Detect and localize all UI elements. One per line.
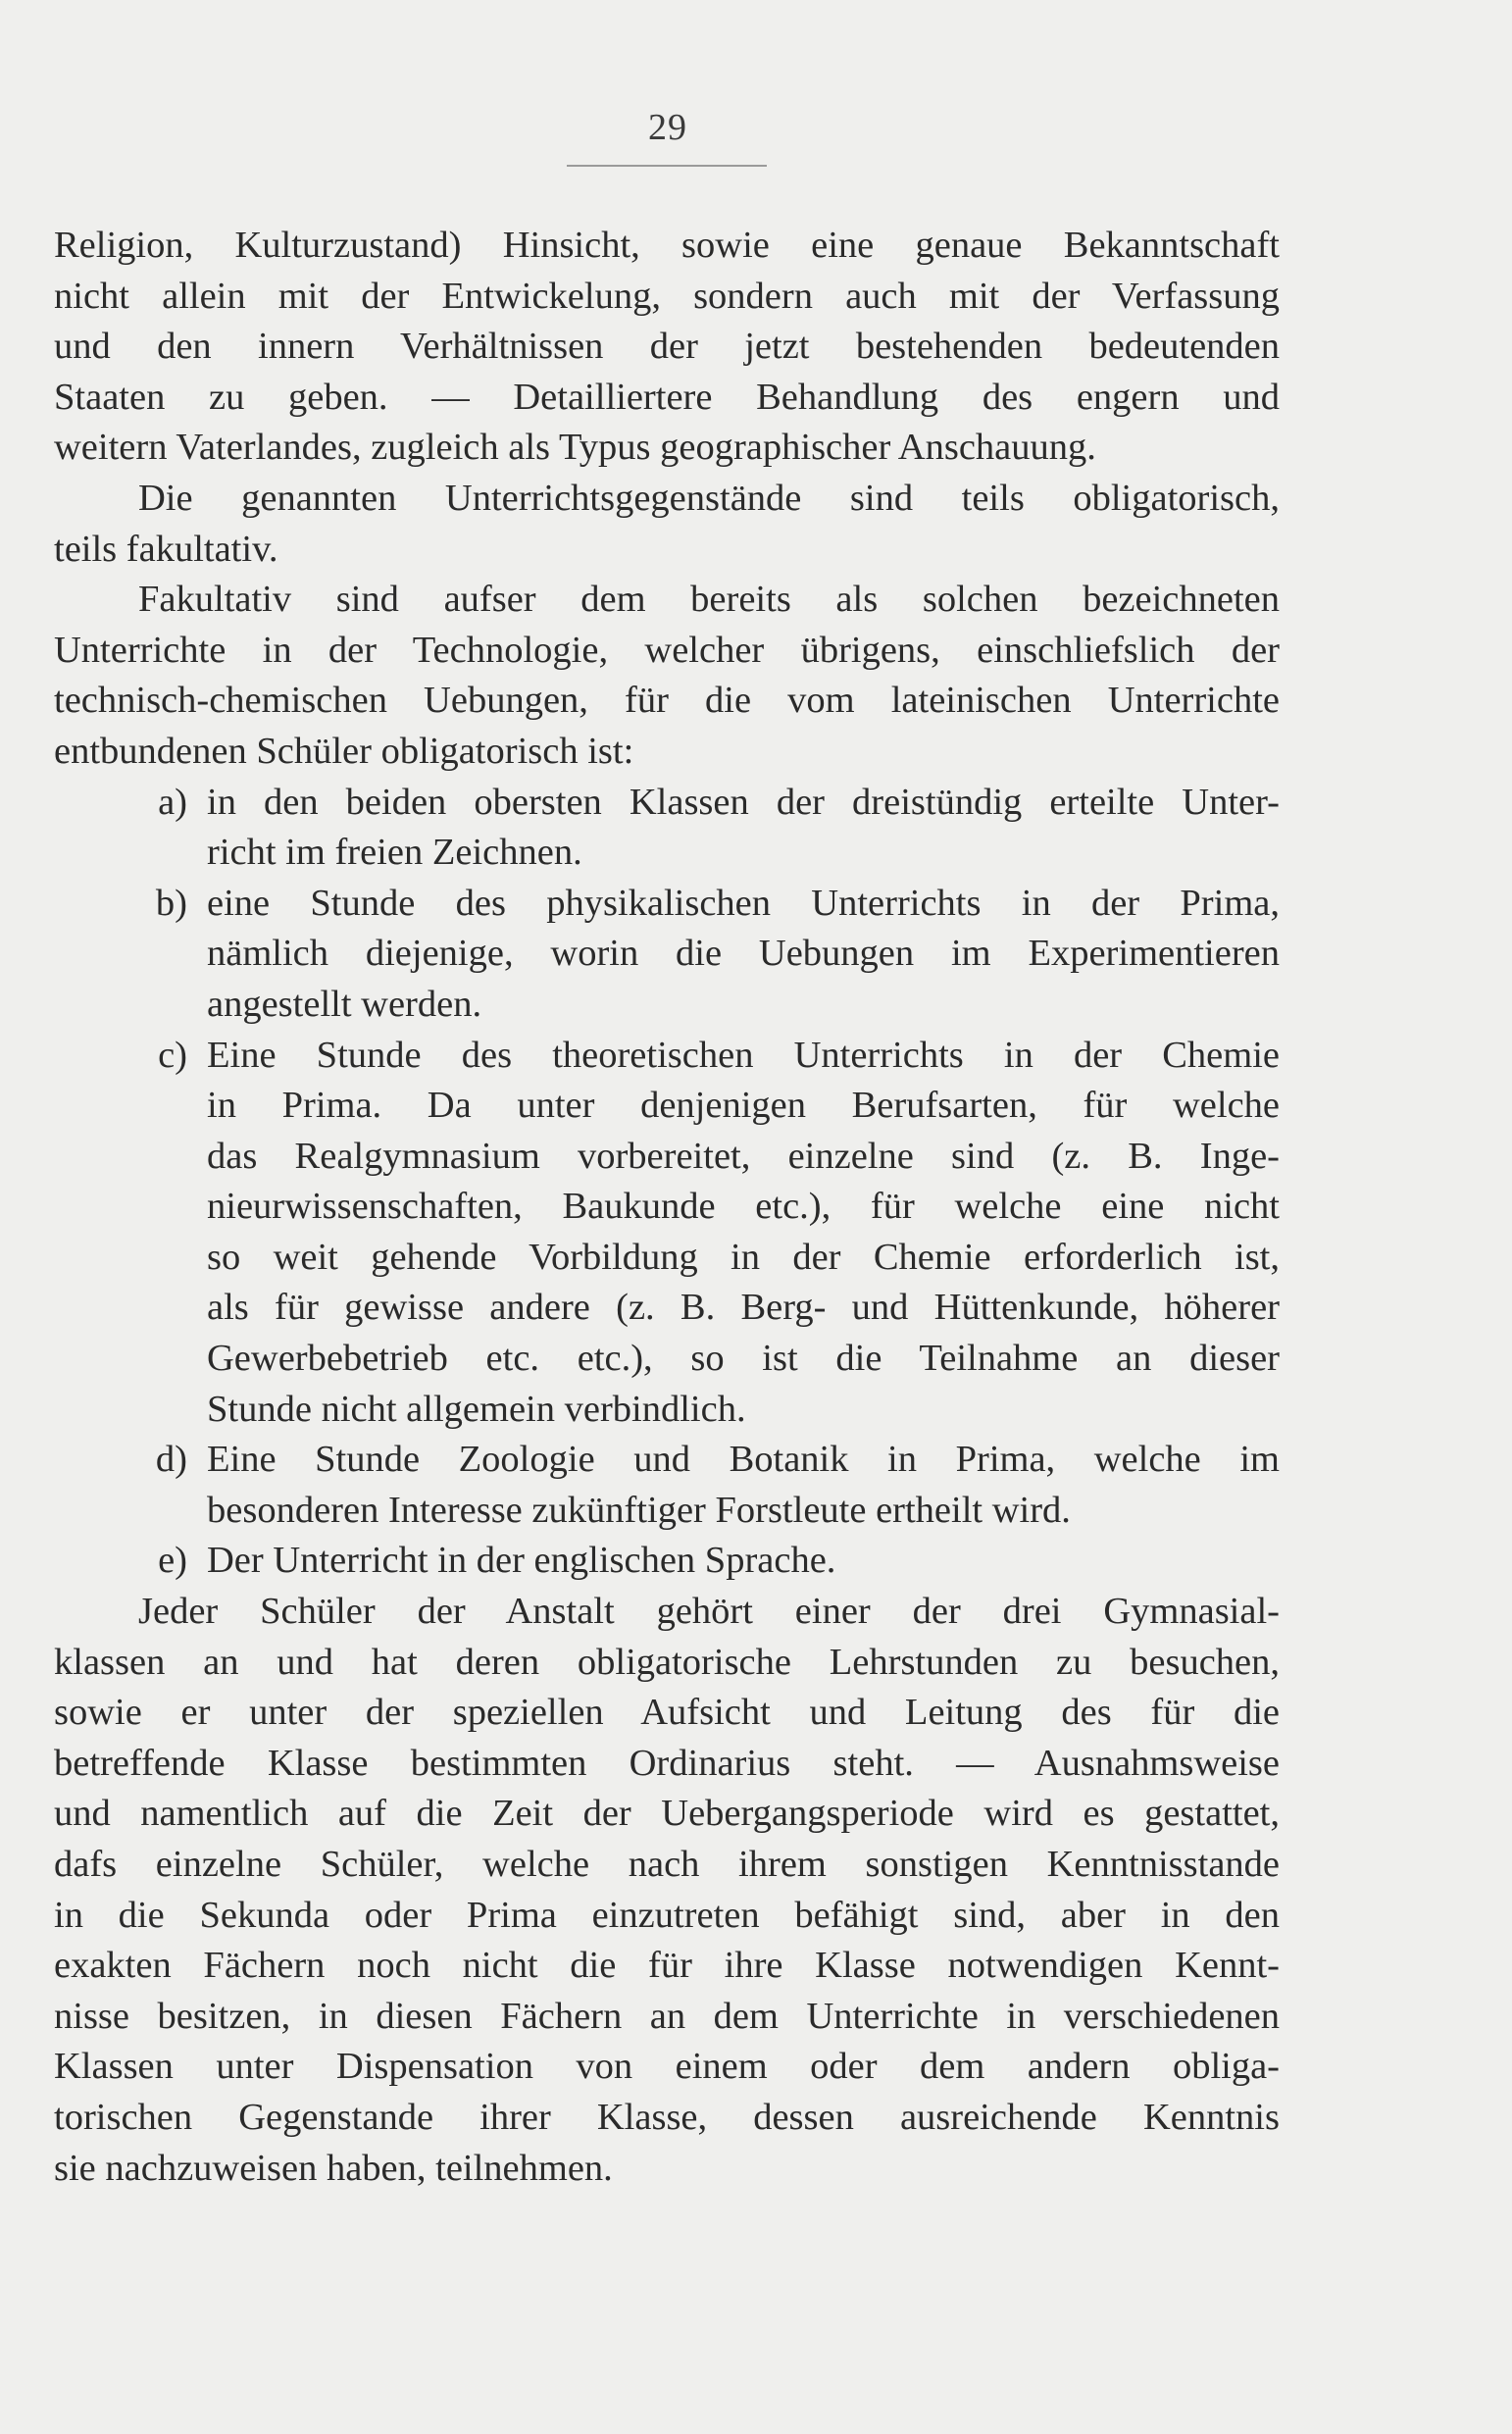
list-item-c-continuation — [54, 1182, 1280, 1233]
list-item-b-continuation — [54, 980, 1280, 1031]
list-item-text: eine Stunde des physikalischen Unterrichts in der Prima, — [207, 882, 1280, 924]
list-item-c-continuation — [54, 1081, 1280, 1132]
list-item-c-continuation — [54, 1132, 1280, 1183]
list-item-e — [54, 1536, 1280, 1587]
list-item-text: richt im freien Zeichnen. — [207, 832, 582, 874]
list-item-text: besonderen Interesse zukünftiger Forstleute ertheilt wird. — [207, 1489, 1071, 1531]
list-marker: b) — [155, 882, 187, 924]
text-line: Jeder Schüler der Anstalt gehört einer der drei Gymnasial- — [138, 1591, 1280, 1633]
list-item-c — [54, 1031, 1280, 1082]
list-item-c-continuation — [54, 1283, 1280, 1334]
list-item-a-continuation — [54, 828, 1280, 879]
list-marker: e) — [158, 1540, 187, 1582]
list-item-text: in den beiden obersten Klassen der dreistündig erteilte Unter- — [207, 781, 1280, 823]
list-item-text: als für gewisse andere (z. B. Berg- und Hüttenkunde, höherer — [207, 1287, 1280, 1329]
list-marker: c) — [158, 1034, 187, 1076]
list-item-text: das Realgymnasium vorbereitet, einzelne sind (z. B. Inge- — [207, 1135, 1280, 1177]
text-line: weitern Vaterlandes, zugleich als Typus geographischer Anschauung. — [54, 427, 1096, 469]
text-line: klassen an und hat deren obligatorische Lehrstunden zu besuchen, — [54, 1641, 1280, 1683]
text-line: Unterrichte in der Technologie, welcher übrigens, einschliefslich der — [54, 629, 1280, 671]
list-item-text: Eine Stunde Zoologie und Botanik in Prima, welche im — [207, 1439, 1280, 1481]
page-number: 29 — [648, 107, 687, 148]
list-item-text: in Prima. Da unter denjenigen Berufsarten, für welche — [207, 1085, 1280, 1127]
list-item-text: Stunde nicht allgemein verbindlich. — [207, 1388, 746, 1430]
list-item-b-continuation — [54, 929, 1280, 980]
list-item-text: angestellt werden. — [207, 983, 482, 1025]
text-line: und namentlich auf die Zeit der Uebergangsperiode wird es gestattet, — [54, 1793, 1280, 1835]
list-item-text: Gewerbebetrieb etc. etc.), so ist die Teilnahme an dieser — [207, 1338, 1280, 1380]
list-item-d-continuation — [54, 1486, 1280, 1537]
list-item-text: Eine Stunde des theoretischen Unterrichts in der Chemie — [207, 1034, 1280, 1076]
text-line: Staaten zu geben. — Detailliertere Behandlung des engern und — [54, 376, 1280, 418]
list-item-d — [54, 1435, 1280, 1486]
text-line: Fakultativ sind aufser dem bereits als solchen bezeichneten — [138, 579, 1280, 621]
list-item-c-continuation — [54, 1385, 1280, 1436]
text-line: sowie er unter der speziellen Aufsicht und Leitung des für die — [54, 1692, 1280, 1734]
text-line: und den innern Verhältnissen der jetzt bestehenden bedeutenden — [54, 326, 1280, 368]
list-marker: d) — [155, 1439, 187, 1481]
text-line: Religion, Kulturzustand) Hinsicht, sowie eine genaue Bekanntschaft — [54, 225, 1280, 266]
text-line: sie nachzuweisen haben, teilnehmen. — [54, 2147, 613, 2189]
text-line: betreffende Klasse bestimmten Ordinarius steht. — Ausnahmsweise — [54, 1742, 1280, 1784]
text-line: exakten Fächern noch nicht die für ihre Klasse notwendigen Kennt- — [54, 1945, 1280, 1987]
header-rule — [567, 165, 767, 167]
list-item-text: Der Unterricht in der englischen Sprache. — [207, 1540, 836, 1582]
list-item-b — [54, 879, 1280, 930]
list-item-text: nieurwissenschaften, Baukunde etc.), für welche eine nicht — [207, 1186, 1280, 1228]
list-item-text: so weit gehende Vorbildung in der Chemie erforderlich ist, — [207, 1236, 1280, 1278]
text-line: dafs einzelne Schüler, welche nach ihrem sonstigen Kenntnisstande — [54, 1844, 1280, 1885]
text-line: in die Sekunda oder Prima einzutreten befähigt sind, aber in den — [54, 1894, 1280, 1936]
list-item-a — [54, 778, 1280, 829]
list-item-text: nämlich diejenige, worin die Uebungen im Experimentieren — [207, 933, 1280, 975]
text-line: technisch-chemischen Uebungen, für die vom lateinischen Unterrichte — [54, 680, 1280, 722]
text-line: entbundenen Schüler obligatorisch ist: — [54, 730, 634, 772]
body-text — [54, 221, 1280, 2194]
text-line: nicht allein mit der Entwickelung, sondern auch mit der Verfassung — [54, 275, 1280, 317]
text-line: teils fakultativ. — [54, 528, 278, 570]
text-line: torischen Gegenstande ihrer Klasse, dessen ausreichende Kenntnis — [54, 2096, 1280, 2138]
text-line: nisse besitzen, in diesen Fächern an dem Unterrichte in verschiedenen — [54, 1995, 1280, 2037]
list-marker: a) — [158, 781, 187, 823]
text-line: Klassen unter Dispensation von einem oder dem andern obliga- — [54, 2046, 1280, 2088]
list-item-c-continuation — [54, 1233, 1280, 1284]
list-item-c-continuation — [54, 1334, 1280, 1385]
text-line: Die genannten Unterrichtsgegenstände sind teils obligatorisch, — [138, 477, 1280, 519]
